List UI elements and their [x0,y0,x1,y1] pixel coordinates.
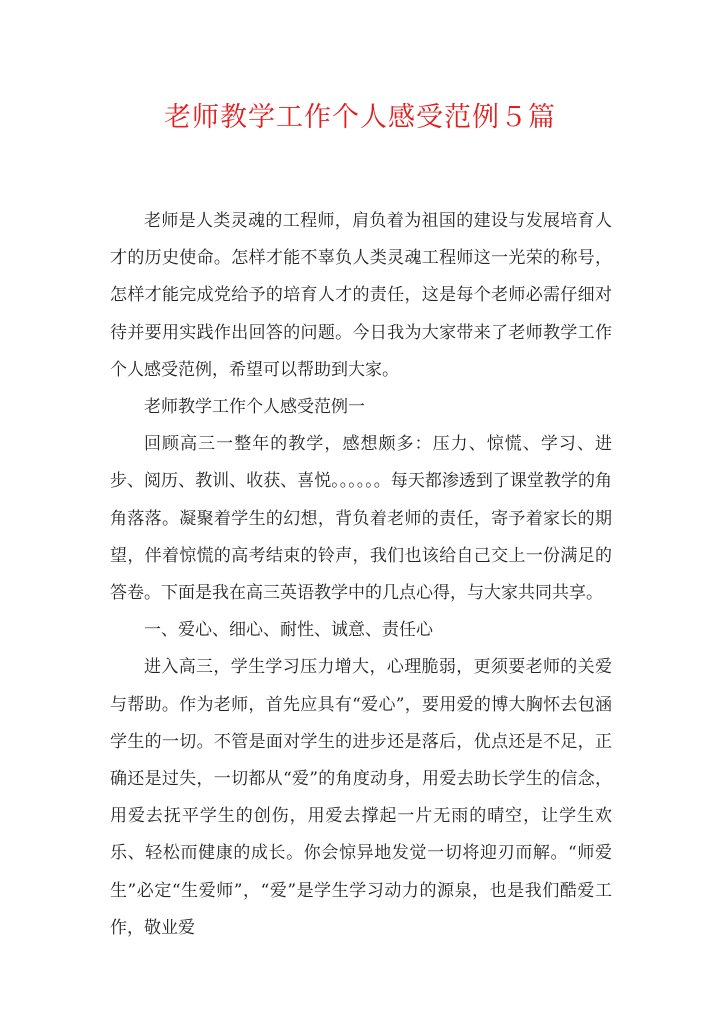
body-paragraph: 回顾高三一整年的教学，感想颇多：压力、惊慌、学习、进步、阅历、教训、收获、喜悦。。。。。。每天都渗透到了课堂教学的角角落落。凝聚着学生的幻想，背负着老师的责任，寄予着家长的期望，伴着惊慌的高考结束的铃声，我们也该给自己交上一份满足的答卷。下面是我在高三英语教学中的几点心得，与大家共同共享。 [110,434,612,604]
section-heading: 一、爱心、细心、耐性、诚意、责任心 [144,620,433,641]
intro-paragraph: 老师是人类灵魂的工程师，肩负着为祖国的建设与发展培育人才的历史使命。怎样才能不辜负人类灵魂工程师这一光荣的称号，怎样才能完成党给予的培育人才的责任，这是每个老师必需仔细对待并要用实践作出回答的问题。今日我为大家带来了老师教学工作个人感受范例，希望可以帮助到大家。 [110,211,612,380]
document-body [110,203,612,947]
document-title: 老师教学工作个人感受范例５篇 [164,102,556,133]
example-heading: 老师教学工作个人感受范例一 [144,397,365,418]
body-paragraph: 进入高三，学生学习压力增大，心理脆弱，更须要老师的关爱与帮助。作为老师，首先应具有“爱心”，要用爱的博大胸怀去包涵学生的一切。不管是面对学生的进步还是落后，优点还是不足，正确还是过失，一切都从“爱”的角度动身，用爱去助长学生的信念，用爱去抚平学生的创伤，用爱去撑起一片无雨的晴空，让学生欢乐、轻松而健康的成长。你会惊异地发觉一切将迎刃而解。“师爱生”必定“生爱师”，“爱”是学生学习动力的源泉，也是我们酷爱工作，敬业爱 [110,657,612,938]
